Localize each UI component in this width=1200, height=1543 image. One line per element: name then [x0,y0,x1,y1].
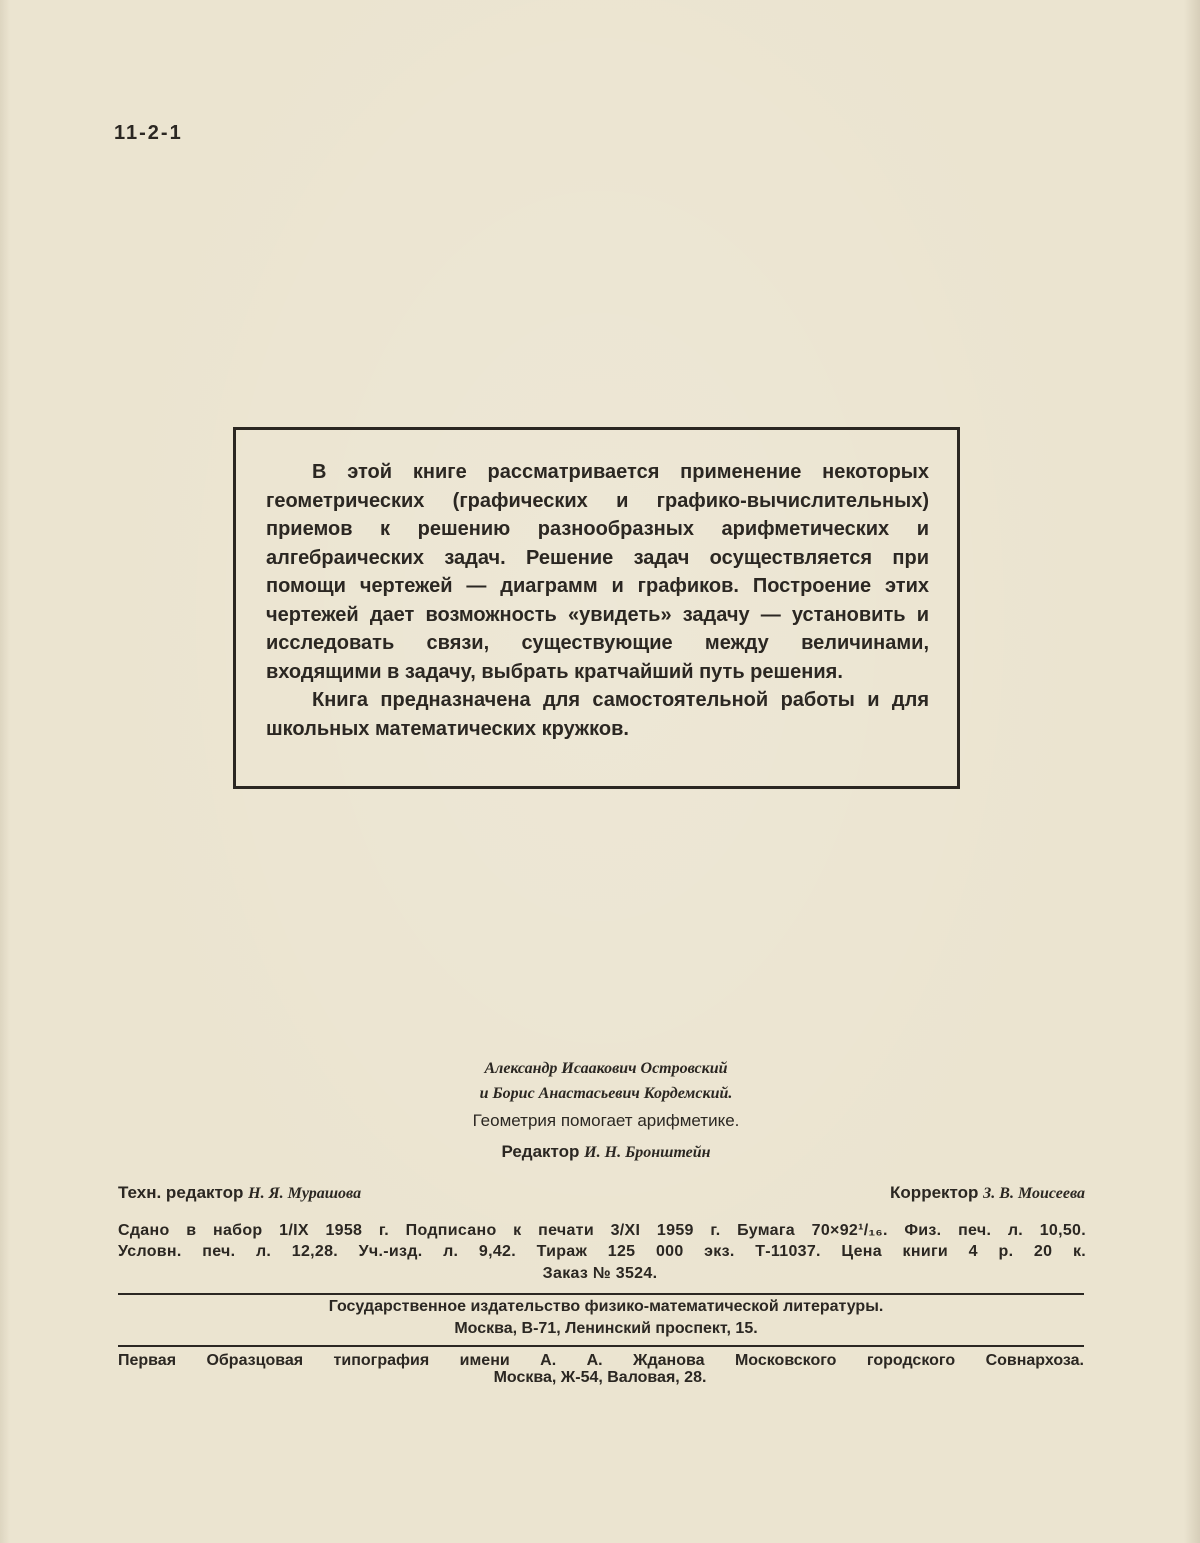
author-line-2: и Борис Анастасьевич Кордемский. [479,1085,733,1102]
annotation-box [233,427,960,789]
tech-editor-label: Техн. редактор [118,1183,244,1202]
editor-line [6,1142,1200,1162]
print-details-line-1: Сдано в набор 1/IX 1958 г. Подписано к печати 3/XI 1959 г. Бумага 70×92¹/₁₆. Физ. печ. л. 10,50. [118,1222,1086,1239]
order-number: Заказ № 3524. [542,1265,658,1282]
annotation-paragraph-2: Книга предназначена для самостоятельной работы и для школьных математических кружков. [266,689,929,740]
corrector-name: З. В. Моисеева [983,1185,1085,1202]
annotation-paragraph-1: В этой книге рассматривается применение некоторых геометрических (графических и графико-вычислительных) приемов к решению разнообразных арифметических и алгебраических задач. Решение задач осуществляется при помощи чертежей — диаграмм и графиков. Построение этих чертежей дает возможность «увидеть» задачу — установить и исследовать связи, существующие между величинами, входящими в задачу, выбрать кратчайший путь решения. [266,461,929,683]
divider-rule [118,1293,1084,1295]
divider-rule [118,1345,1084,1347]
tech-editor-name: Н. Я. Мурашова [248,1185,362,1202]
publisher-line-1: Государственное издательство физико-математической литературы. [328,1298,884,1315]
print-details-line-2: Условн. печ. л. 12,28. Уч.-изд. л. 9,42. Тираж 125 000 экз. Т-11037. Цена книги 4 р. 20 к. [118,1243,1086,1260]
press-line-2: Москва, Ж-54, Валовая, 28. [493,1369,707,1386]
corrector-line [890,1183,1085,1203]
tech-editor-line [118,1183,361,1203]
press-line-1: Первая Образцовая типография имени А. А. Жданова Московского городского Совнархоза. [118,1352,1084,1369]
corrector-label: Корректор [890,1183,979,1202]
editor-name: И. Н. Бронштейн [584,1144,711,1161]
author-line-1: Александр Исаакович Островский [484,1060,728,1077]
publisher-line-2: Москва, В-71, Ленинский проспект, 15. [454,1320,758,1337]
book-title: Геометрия помогает арифметике. [472,1111,740,1130]
editor-label: Редактор [501,1142,580,1161]
catalog-code: 11-2-1 [114,122,183,144]
